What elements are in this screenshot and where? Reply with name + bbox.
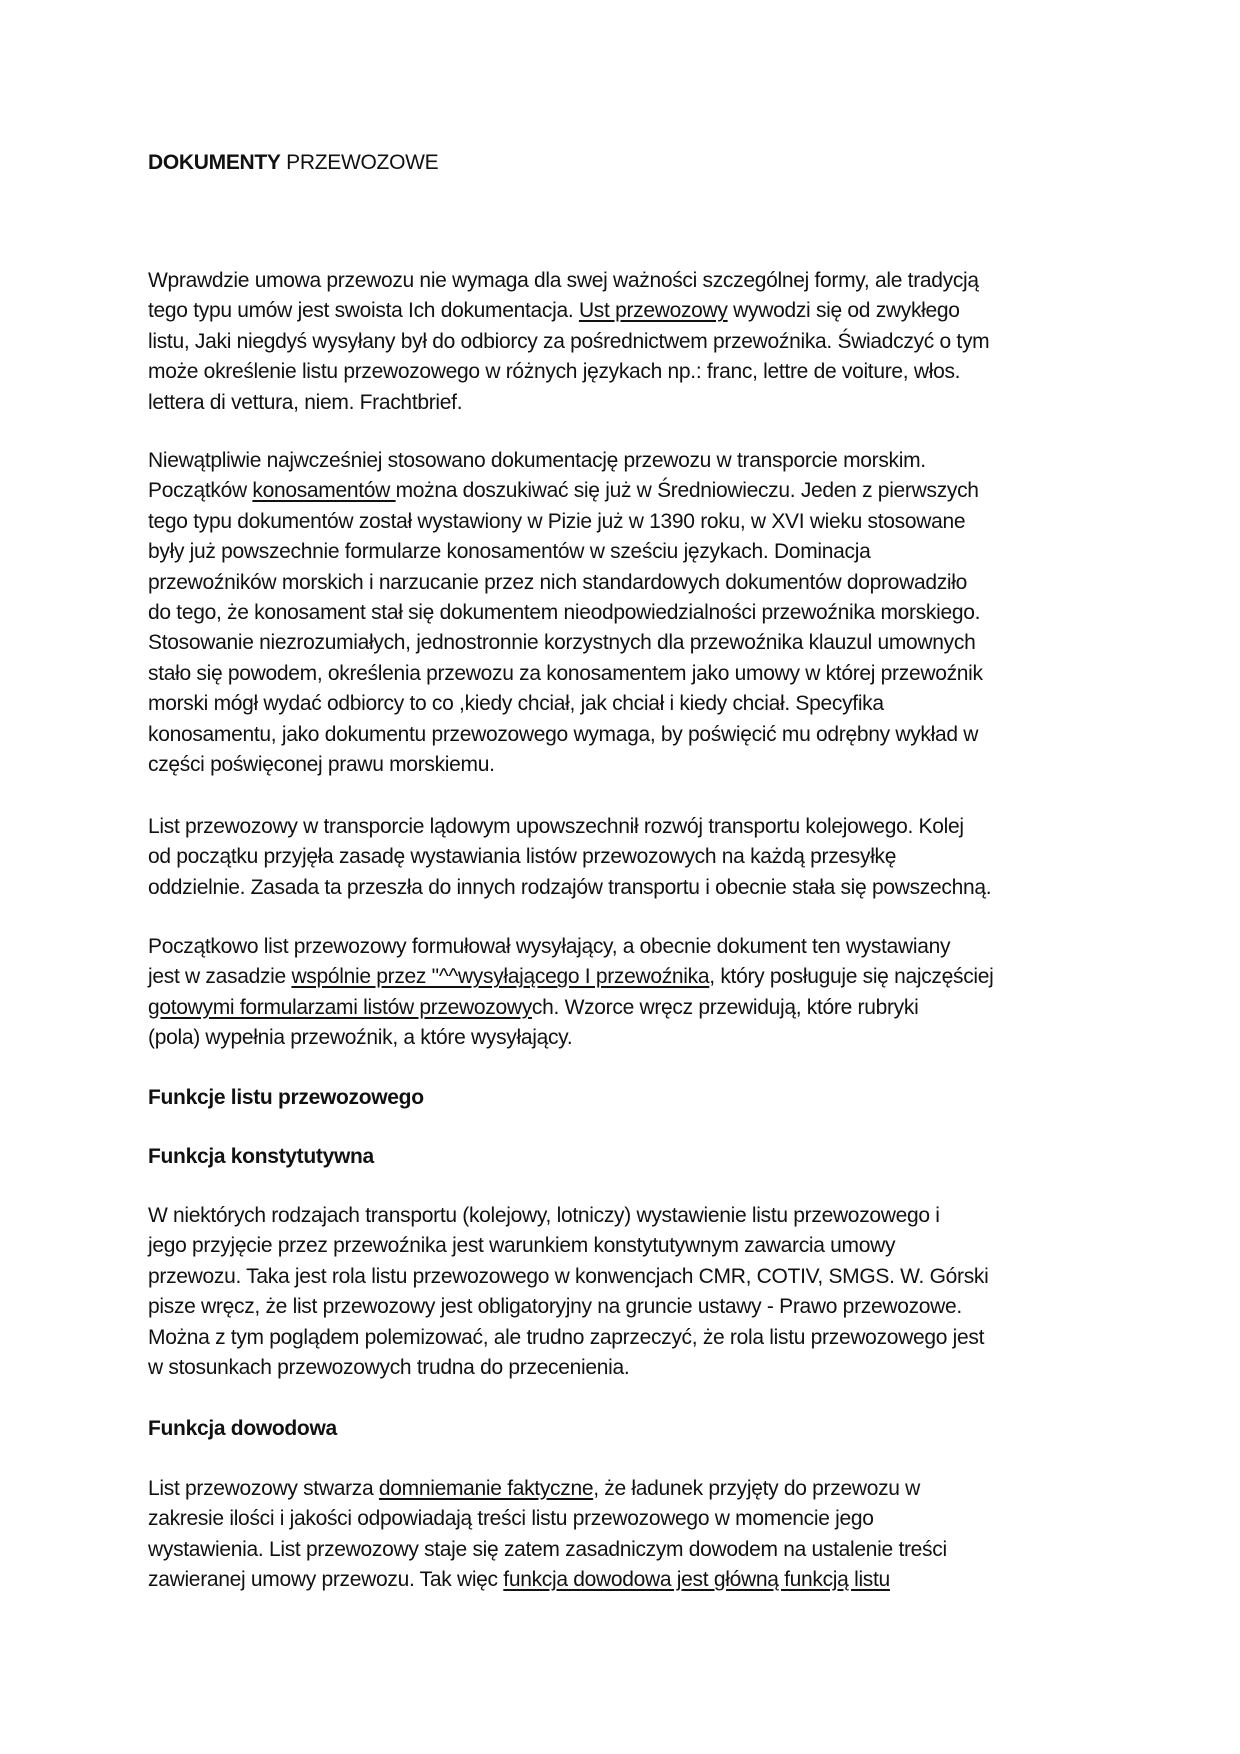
text-segment: pisze wręcz, że list przewozowy jest obligatoryjny na gruncie ustawy - Prawo przewozowe. (148, 1295, 962, 1319)
text-line (148, 537, 1108, 567)
title-bold: DOKUMENTY (148, 151, 281, 174)
text-line (148, 1414, 1108, 1444)
text-segment: jest w zasadzie (148, 965, 292, 989)
text-segment: Można z tym poglądem polemizować, ale trudno zaprzeczyć, że rola listu przewozowego jest (148, 1325, 985, 1349)
text-line (148, 962, 1108, 992)
paragraph (148, 1474, 1108, 1596)
text-segment: może określenie listu przewozowego w różnych językach np.: franc, lettre de voiture, włos. (148, 360, 961, 384)
text-segment: List przewozowy w transporcie lądowym upowszechnił rozwój transportu kolejowego. Kolej (148, 815, 964, 838)
text-line (148, 446, 1108, 476)
text-line (148, 1504, 1108, 1534)
text-line (148, 1565, 1108, 1595)
document-title (148, 148, 1108, 178)
text-line (148, 750, 1108, 780)
text-line (148, 1201, 1108, 1231)
text-segment: tego typu dokumentów został wystawiony w Pizie już w 1390 roku, w XVI wieku stosowane (148, 509, 966, 533)
text-line (148, 873, 1108, 903)
text-segment: Początków (148, 479, 253, 503)
text-segment: przewoźników morskich i narzucanie przez nich standardowych dokumentów doprowadziło (148, 570, 968, 594)
text-segment: można doszukiwać się już w Średniowieczu. Jeden z pierwszych (395, 479, 979, 503)
paragraph (148, 812, 1108, 903)
text-segment: oddzielnie. Zasada ta przeszła do innych rodzajów transportu i obecnie stała się powszechną. (148, 875, 992, 899)
underlined-text: funkcja dowodowa jest główną funkcją listu (503, 1568, 890, 1592)
text-segment: Niewątpliwie najwcześniej stosowano dokumentację przewozu w transporcie morskim. (148, 449, 926, 472)
text-line (148, 598, 1108, 628)
text-segment: jego przyjęcie przez przewoźnika jest warunkiem konstytutywnym zawarcia umowy (148, 1234, 896, 1258)
text-segment: wywodzi się od zwykłego (727, 299, 960, 323)
text-line (148, 388, 1108, 418)
text-segment: zakresie ilości i jakości odpowiadają treści listu przewozowego w momencie jego (148, 1507, 874, 1531)
text-segment: (pola) wypełnia przewoźnik, a które wysyłający. (148, 1026, 573, 1050)
text-segment: stało się powodem, określenia przewozu za konosamentem jako umowy w której przewoźnik (148, 661, 983, 685)
text-line (148, 1262, 1108, 1292)
text-segment: W niektórych rodzajach transportu (kolejowy, lotniczy) wystawienie listu przewozowego i (148, 1204, 940, 1227)
text-segment: wystawienia. List przewozowy staje się zatem zasadniczym dowodem na ustalenie treści (148, 1537, 947, 1561)
title-rest: PRZEWOZOWE (280, 151, 439, 174)
text-segment: Początkowo list przewozowy formułował wysyłający, a obecnie dokument ten wystawiany (148, 935, 951, 958)
text-segment: Stosowanie niezrozumiałych, jednostronnie korzystnych dla przewoźnika klauzul umownych (148, 631, 976, 655)
underlined-text: konosamentów (252, 479, 396, 503)
text-line (148, 507, 1108, 537)
paragraph (148, 446, 1108, 780)
underlined-text: wspólnie przez "^^wysyłającego I przewoźnika (291, 965, 710, 989)
text-segment: do tego, że konosament stał się dokumentem nieodpowiedzialności przewoźnika morskiego. (148, 600, 981, 624)
text-segment: w stosunkach przewozowych trudna do przecenienia. (148, 1355, 630, 1379)
text-segment: , że ładunek przyjęty do przewozu w (593, 1477, 921, 1500)
section-heading (148, 1083, 1108, 1113)
text-segment: listu, Jaki niegdyś wysyłany był do odbiorcy za pośrednictwem przewoźnika. Świadczyć o tym (148, 329, 990, 353)
text-line (148, 1474, 1108, 1504)
text-line (148, 812, 1108, 842)
text-line (148, 993, 1108, 1023)
paragraph (148, 932, 1108, 1054)
text-line (148, 476, 1108, 506)
paragraph (148, 266, 1108, 418)
text-line (148, 1535, 1108, 1565)
text-segment: Funkcja konstytutywna (148, 1145, 374, 1168)
text-segment: ch. Wzorce wręcz przewidują, które rubryki (531, 995, 919, 1019)
underlined-text: Ust przewozowy (578, 299, 728, 323)
text-line (148, 659, 1108, 689)
text-line (148, 327, 1108, 357)
text-segment: przewozu. Taka jest rola listu przewozowego w konwencjach CMR, COTIV, SMGS. W. Górski (148, 1264, 989, 1288)
underlined-text: gotowymi formularzami listów przewozowy (148, 995, 532, 1019)
underlined-text: domniemanie faktyczne (378, 1477, 594, 1500)
text-segment: były już powszechnie formularze konosamentów w sześciu językach. Dominacja (148, 540, 871, 564)
text-segment: od początku przyjęła zasadę wystawiania listów przewozowych na każdą przesyłkę (148, 845, 897, 869)
text-line (148, 932, 1108, 962)
text-segment: , który posługuje się najczęściej (709, 965, 994, 989)
text-segment: Funkcje listu przewozowego (148, 1086, 424, 1109)
text-segment: List przewozowy stwarza (148, 1477, 379, 1500)
text-line (148, 1083, 1108, 1113)
text-line (148, 1231, 1108, 1261)
text-segment: Funkcja dowodowa (148, 1417, 337, 1440)
section-heading (148, 1142, 1108, 1172)
text-line (148, 568, 1108, 598)
text-segment: części poświęconej prawu morskiemu. (148, 752, 495, 776)
text-line (148, 1323, 1108, 1353)
text-line (148, 266, 1108, 296)
section-heading (148, 1414, 1108, 1444)
text-line (148, 842, 1108, 872)
paragraph (148, 1201, 1108, 1383)
text-line (148, 357, 1108, 387)
text-segment: morski mógł wydać odbiorcy to co ,kiedy chciał, jak chciał i kiedy chciał. Specyfika (148, 692, 884, 716)
text-segment: tego typu umów jest swoista Ich dokumentacja. (148, 299, 579, 323)
text-segment: zawieranej umowy przewozu. Tak więc (148, 1568, 504, 1592)
text-line (148, 628, 1108, 658)
text-line (148, 1142, 1108, 1172)
text-segment: konosamentu, jako dokumentu przewozowego wymaga, by poświęcić mu odrębny wykład w (148, 722, 979, 746)
text-line (148, 296, 1108, 326)
text-line (148, 1023, 1108, 1053)
text-line (148, 720, 1108, 750)
text-segment: lettera di vettura, niem. Frachtbrief. (148, 390, 463, 414)
text-line (148, 689, 1108, 719)
text-line (148, 1292, 1108, 1322)
text-segment: Wprawdzie umowa przewozu nie wymaga dla swej ważności szczególnej formy, ale tradycją (148, 269, 979, 292)
text-line (148, 1353, 1108, 1383)
